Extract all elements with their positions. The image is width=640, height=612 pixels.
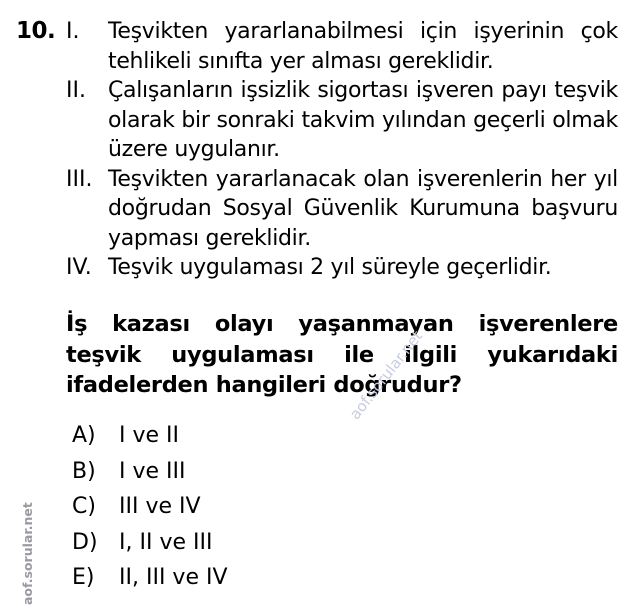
option-a[interactable] [72,418,228,454]
statement-numeral: II. [66,78,86,103]
option-label: D) [72,529,98,555]
statement-1 [66,17,618,76]
statement-4 [66,253,618,283]
statement-numeral: III. [66,166,93,192]
option-b[interactable] [72,454,228,490]
statement-3 [66,165,618,254]
option-label: E) [72,565,95,591]
statement-list [66,17,618,283]
statement-text: Teşvik uygulaması 2 yıl süreyle geçerlidir. [108,255,552,280]
option-e[interactable] [72,560,228,596]
option-d[interactable] [72,525,228,561]
option-label: C) [72,494,96,520]
option-text: I ve III [119,458,186,484]
statement-numeral: IV. [66,255,92,280]
statement-text: Teşvikten yararlanacak olan işverenlerin her yıl doğrudan Sosyal Güvenlik Kurumuna başvuru yapması gereklidir. [108,166,618,251]
question-number: 10. [16,18,56,44]
option-label: B) [72,458,96,484]
option-text: I ve II [119,423,180,449]
option-text: II, III ve IV [119,565,228,591]
option-text: I, II ve III [119,529,213,555]
watermark-side: aof.sorular.net [20,502,35,605]
question-stem: İş kazası olayı yaşanmayan işverenlere teşvik uygulaması ile ilgili yukarıdaki ifadelerden hangileri doğrudur? [66,311,618,398]
statement-text: Teşvikten yararlanabilmesi için işyerinin çok tehlikeli sınıfta yer alması gereklidir. [108,19,618,74]
watermark-center: aof.sorular.net [345,327,427,423]
statement-2 [66,76,618,165]
statement-text: Çalışanların işsizlik sigortası işveren payı teşvik olarak bir sonraki takvim yılından geçerli olmak üzere uygulanır. [108,78,618,162]
option-text: III ve IV [119,494,201,520]
option-label: A) [72,423,96,449]
option-c[interactable] [72,489,228,525]
statement-numeral: I. [66,19,80,44]
answer-options [72,418,228,596]
